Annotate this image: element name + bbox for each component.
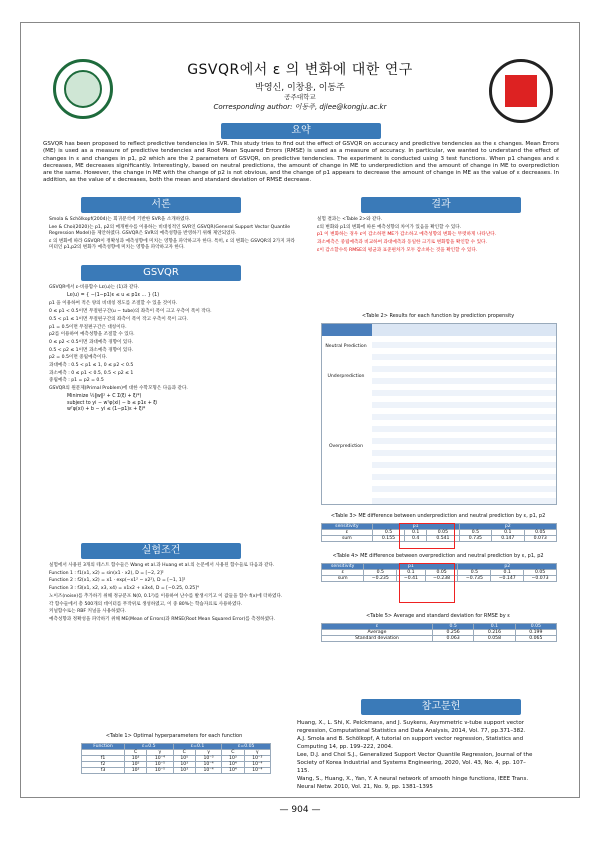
table2-group-label: Underprediction: [327, 374, 365, 379]
experiment-header: 실험조건: [81, 543, 241, 559]
abstract-header: 요약: [221, 123, 381, 139]
table-row: f2 10⁵ 10⁻⁵ 10³ 10⁻⁴ 10⁴ 10⁻⁴: [82, 762, 271, 768]
function-line: Function 2 : f2(x1, x2) = x1 · exp(−x1² − x2²), D = [−1, 1]²: [49, 578, 186, 584]
page-number: — 904 —: [279, 805, 321, 815]
experiment-item: 커널함수로는 RBF 커널을 사용하였다.: [49, 609, 126, 615]
table5-caption: <Table 5> Average and standard deviation for RMSE by ε: [366, 613, 510, 619]
reference-item: A.J. Smola and B. Schölkopf, A tutorial on support vector regression, Statistics and Computing 14, pp. 199–222, 2004.: [297, 736, 524, 750]
table-row: Average 0.256 0.216 0.199: [322, 630, 557, 636]
function-line: Function 1 : f1(x1, x2) = sin(x1 · x2), D = [−2, 2]²: [49, 570, 164, 576]
experiment-item: 노이즈(noise)를 추가하기 위해 정규분포 N(0, 0.1²)를 이용하여 난수를 발생시키고 이 값들을 함수 f(x)에 더하였다.: [49, 593, 283, 599]
gsvqr-note: p2 = 0.5이면 중립예측이다.: [49, 355, 108, 361]
equation-number: (1): [152, 293, 160, 299]
gsvqr-note: 0.5 < p2 ≤ 1이면 과소예측 경향이 있다.: [49, 347, 134, 353]
primal-label: GSVQR의 원문제(Primal Problem)에 대한 수학모형은 다음과 같다.: [49, 386, 188, 392]
table5: ε 0.5 0.1 0.05 Average 0.256 0.216 0.199 Standard deviation 0.063 0.058 0.065: [321, 623, 557, 642]
result-item-highlight: 과소예측은 중립예측과 비교하여 과대예측과 동일한 크기로 변화함을 확인할 수 있다.: [317, 240, 487, 246]
reference-item: Huang, X., L. Shi, K. Pelckmans, and J. Suykens, Asymmetric ν-tube support vector regression, Computational Statistics and Data Analysis, 2014, Vol. 77, pp.371–382.: [297, 720, 526, 734]
results-body: [317, 217, 559, 256]
gsvqr-note: 0 ≤ p1 < 0.5이면 무절편구간(u − tube)의 좌측이 폭이 크고 우측이 폭이 작다.: [49, 309, 212, 315]
poster: [20, 22, 580, 798]
experiment-body: [49, 563, 299, 625]
intro-header: 서론: [81, 197, 241, 213]
affiliation: 공주대학교: [284, 93, 316, 101]
gsvqr-note: 0.5 < p1 ≤ 1이면 무절편구간의 좌측이 폭이 작고 우측이 폭이 크다.: [49, 316, 188, 322]
loss-equation: Lε(u) = { −(1−p1)ε ≤ u ≤ p1ε ... } (1): [67, 293, 160, 299]
highlight-box: [399, 523, 455, 549]
gsvqr-case: 중립예측 : p1 = p2 = 0.5: [49, 378, 104, 384]
function-line: Function 3 : f3(x1, x2, x3, x4) = x1x2 + x3x4, D = [−0.25, 0.25]⁴: [49, 586, 199, 592]
table-row: Standard deviation 0.063 0.058 0.065: [322, 636, 557, 642]
table-row: f3 10³ 10⁻⁵ 10³ 10⁻⁴ 10⁴ 10⁻⁴: [82, 768, 271, 774]
table4: sensitivity p1 p2 ε 0.5 0.1 0.05 0.5 0.1 0.05 sum −0.235 −0.41 −0.238 −0.735 −0.147 −0.073: [321, 563, 557, 582]
table2-group-label: Neutral Prediction: [325, 344, 367, 349]
table-row: f1 10³ 10⁻⁴ 10⁵ 10⁻³ 10³ 10⁻³: [82, 756, 271, 762]
gsvqr-case: 과소예측 : 0 ≤ p1 < 0.5, 0.5 < p2 ≤ 1: [49, 370, 134, 376]
intro-item: ε 의 변화에 따라 GSVQR이 정확성과 예측성향에 미치는 영향을 파악하고자 한다. 특히, ε 의 변화는 GSVQR의 2가지 파라미터인 p1,p2의 변화가 예측성향에 미치는 영향을 파악하고자 한다.: [49, 238, 295, 250]
table1: Function ε=0.5 ε=0.1 ε=0.05 C γ C γ C γ f1 10³ 10⁻⁴ 10⁵ 10⁻³ 10³ 10⁻³ f2 10⁵ 10⁻⁵ 10³ 10⁻⁴ 10⁴ 10⁻⁴ f3 10³ 10⁻⁵ 10³ 10⁻⁴ 10⁴ 10⁻⁴: [81, 743, 271, 774]
reference-item: Wang, S., Huang, X., Yan, Y. A neural network of smooth hinge functions, IEEE Trans. Neural Netw. 2010, Vol. 21, No. 9, pp. 1381–1395: [297, 776, 529, 790]
experiment-item: 예측성향과 정확성을 파악하기 위해 ME(Mean of Errors)과 RMSE(Root Mean Squared Error)를 측정하였다.: [49, 616, 275, 622]
table3: sensitivity p1 p2 ε 0.5 0.1 0.05 0.5 0.1 0.05 sum 0.155 0.4 0.541 0.735 0.147 0.073: [321, 523, 557, 542]
result-item: ε의 변화와 p1의 변화에 따른 예측성향의 차이가 있음을 확인할 수 있다.: [317, 224, 462, 230]
gsvqr-body: [49, 285, 299, 415]
gsvqr-note: p1 = 0.5이면 무절편구간은 대칭이다.: [49, 324, 127, 330]
poster-title: GSVQR에서 ε 의 변화에 대한 연구: [187, 62, 413, 78]
primal-equation: Minimize ½‖w‖² + C Σ(ξi + ξi*) subject to yi − wᵀφ(xi) − b ≤ p1ε + ξi wᵀφ(xi) + b − yi ≤ (1−p1)ε + ξi*: [67, 394, 158, 412]
results-header: 결과: [361, 197, 521, 213]
result-item-highlight: p1 이 변화하는 경우 ε이 감소하면 ME가 감소하고 예측성향의 변화는 뚜렷하게 나타난다.: [317, 232, 497, 238]
result-item-highlight: ε이 감소할수록 RMSE의 평균과 표준편차가 모두 감소하는 것을 확인할 수 있다.: [317, 247, 478, 253]
abstract-text: GSVQR has been proposed to reflect predictive tendencies in SVR. This study tries to find out the effect of GSVQR on accuracy and predictive tendencies as the ε changes. Mean Errors (ME) is used as a measure of predictive tendencies and Root Mean Squared Errors (RMSE) is used as a measure of accuracy. In particular, we wanted to understand the effect of changes in ε and changes in p1, p2 which are the 2 parameters of GSVQR, on predictive tendencies. The experiment is conducted using 3 test functions. When p1 changes and ε decreases, ME decreases significantly. Interestingly, based on neutral predictions, the amount of change in ME to underprediction and the amount of change in ME to overprediction are the same. However, the change in ME with the change of p2 is not obvious, and the change of p1 appears to decrease the amount of change in ME as the value of ε decreases. In addition, as the value of ε decreases, both the mean and standard deviation of RMSE decrease.: [43, 141, 559, 184]
gsvqr-intro: GSVQR에서 ε-비용함수 Lε(u)는 (1)과 같다.: [49, 285, 140, 290]
table2: [321, 323, 557, 505]
references-header: 참고문헌: [361, 699, 521, 715]
table2-caption: <Table 2> Results for each function by prediction propensity: [361, 313, 515, 319]
intro-item: Lee & Choi(2020)는 p1, p2의 매개변수를 이용하는 비대칭적인 SVR인 GSVQR(General Support Vector Quantile Regression Model)을 제안하였다. GSVQR은 SVR의 예측성향을 반영하기 위해 제안되었다.: [49, 224, 291, 236]
table2-group-label: Overprediction: [328, 444, 364, 449]
gsvqr-note: p1 을 이용하여 적은 양의 비대칭 정도를 조절할 수 있을 것이다.: [49, 301, 178, 307]
table1-caption: <Table 1> Optimal hyperparameters for each function: [105, 733, 243, 739]
table3-caption: <Table 3> ME difference between underprediction and neutral prediction by ε, p1, p2: [330, 513, 546, 519]
intro-item: Smola & Schölkopf(2004)는 회귀분석에 기반한 SVR을 소개하였다.: [49, 217, 191, 222]
corresponding-author: Corresponding author: 이동주, djlee@kongju.ac.kr: [213, 103, 387, 111]
references-list: [297, 719, 537, 791]
gsvqr-note: 0 ≤ p2 < 0.5이면 과대예측 경향이 있다.: [49, 339, 134, 345]
gsvqr-case: 과대예측 : 0.5 < p1 ≤ 1, 0 ≤ p2 < 0.5: [49, 363, 134, 369]
experiment-item: 실험에서 사용된 3개의 테스트 함수들은 Wang et al.과 Huang et al.의 논문에서 사용된 함수들로 다음과 같다.: [49, 563, 275, 568]
table4-caption: <Table 4> ME difference between overprediction and neutral prediction by ε, p1, p2: [332, 553, 544, 559]
reference-item: Lee, D.J. and Choi S.J., Generalized Support Vector Quantile Regression, Journal of the Society of Korea Industrial and Systems Engineering, 2020, Vol. 43, No. 4, pp. 107–115.: [297, 752, 533, 774]
gsvqr-note: p2를 이용하여 예측성향을 조절할 수 있다.: [49, 332, 135, 338]
result-item: 실험 결과는 <Table 2>와 같다.: [317, 217, 383, 222]
experiment-item: 각 함수들에서 총 500개의 데이터를 무작위로 생성하였고, 이 중 80%는 학습자료로 사용하였다.: [49, 601, 243, 607]
authors: 박영신, 이창용, 이동주: [255, 83, 345, 93]
gsvqr-header: GSVQR: [81, 265, 241, 281]
highlight-box: [399, 563, 455, 603]
intro-list: [49, 217, 299, 253]
